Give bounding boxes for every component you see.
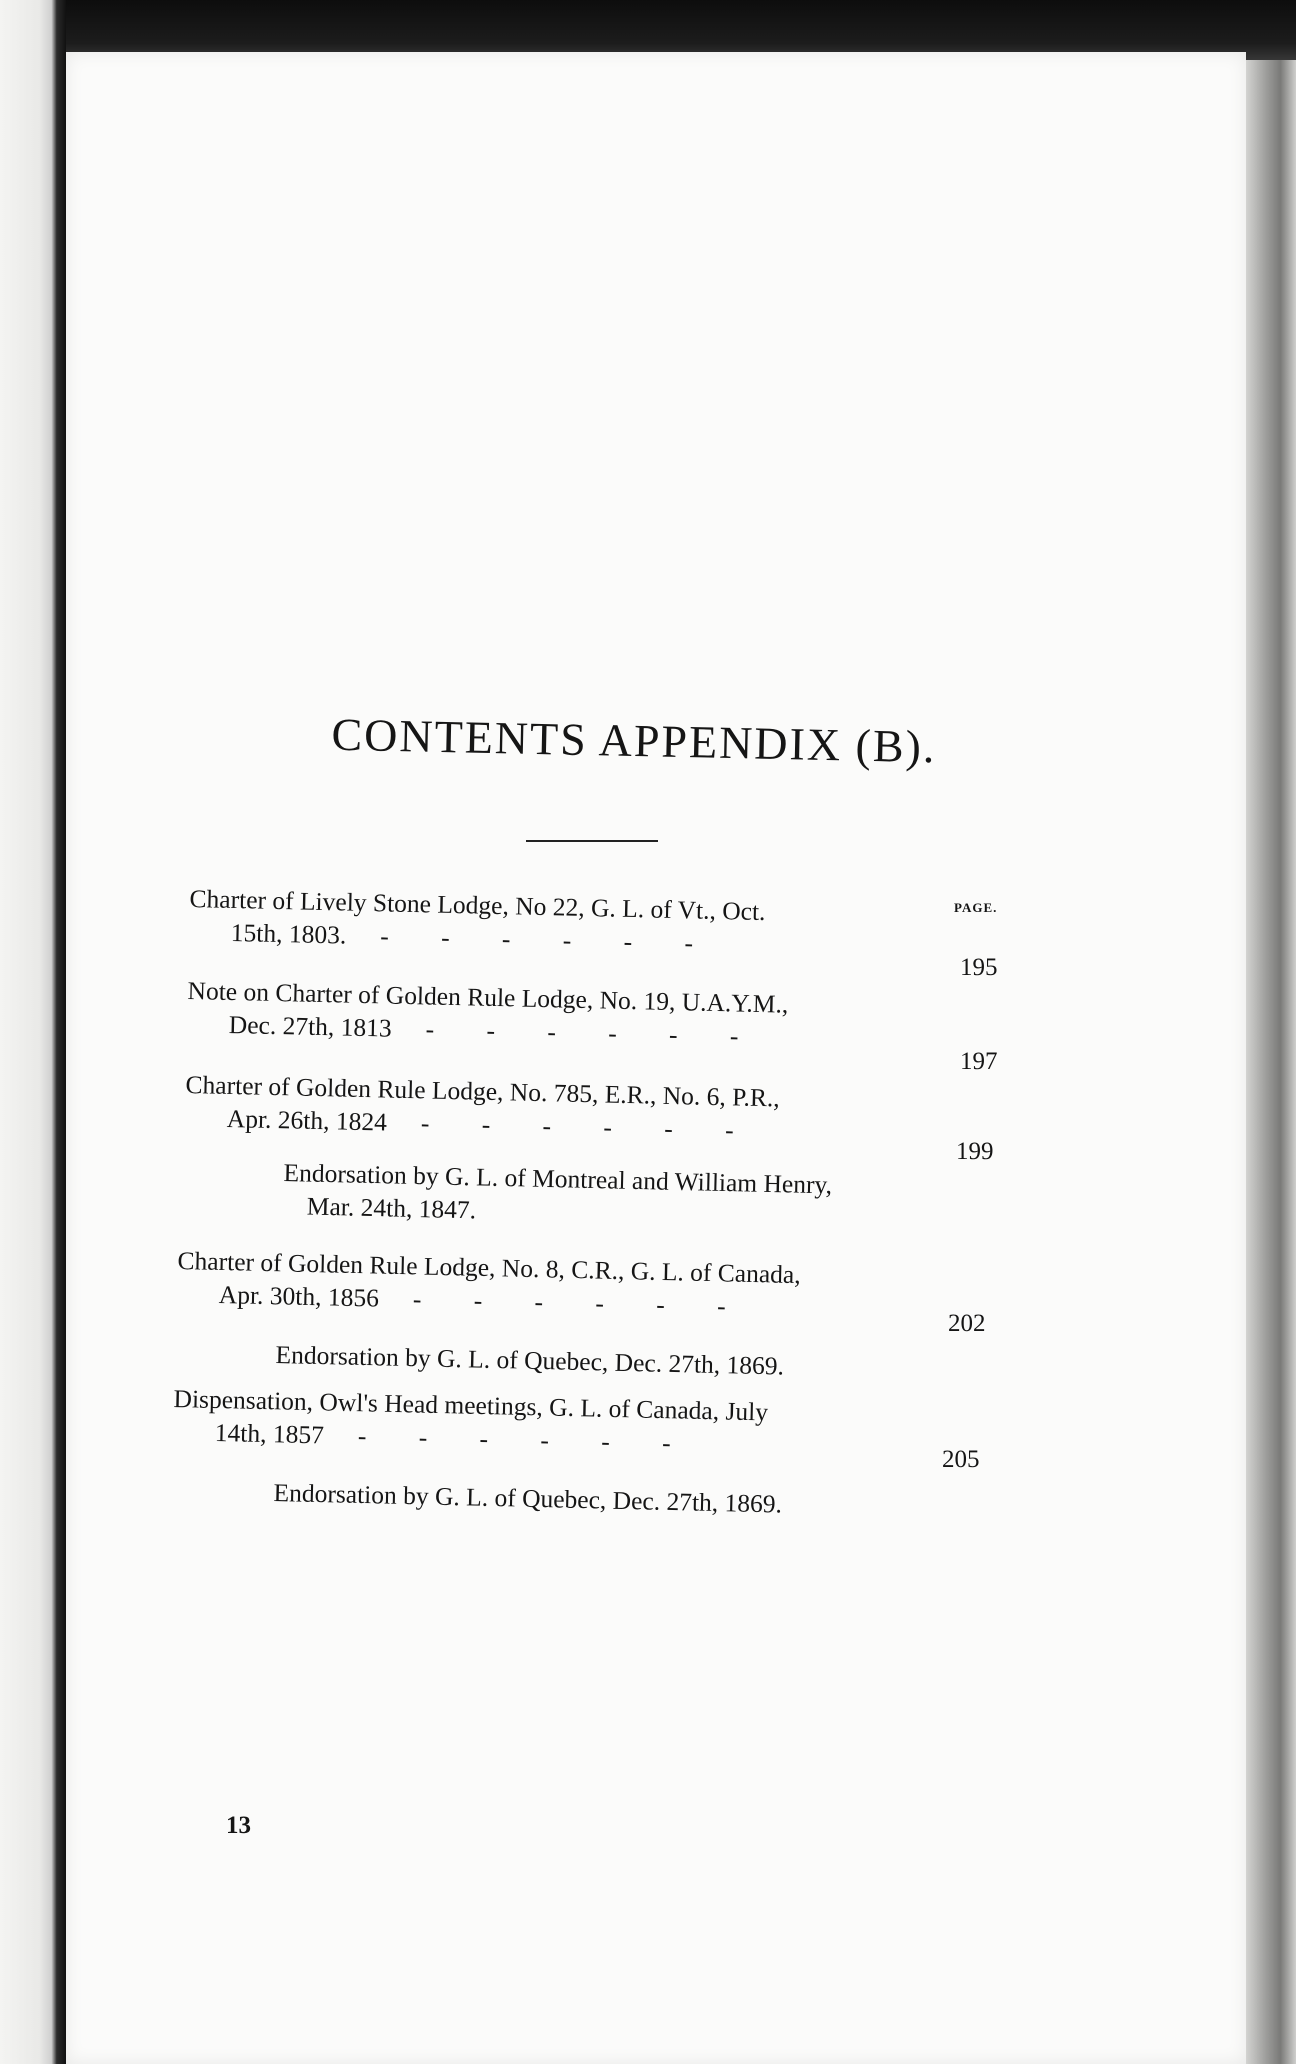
dot-leader: - - - - - - xyxy=(357,1421,671,1458)
page-number: 205 xyxy=(942,1446,980,1473)
toc-entry xyxy=(185,1068,946,1151)
entry-line: Dispensation, Owl's Head meetings, G. L. of Canada, July xyxy=(173,1383,769,1427)
folio-number: 13 xyxy=(226,1812,251,1839)
page-edge-stack xyxy=(1244,60,1296,2064)
entry-line: Endorsation by G. L. of Quebec, Dec. 27th, 1869. xyxy=(273,1477,783,1519)
entry-line: Note on Charter of Golden Rule Lodge, No. 19, U.A.Y.M., xyxy=(187,975,789,1019)
toc-entry xyxy=(177,1244,938,1327)
entry-date: Apr. 30th, 1856 xyxy=(218,1279,380,1313)
page-column-header: PAGE. xyxy=(954,900,998,915)
entry-line: Mar. 24th, 1847. xyxy=(306,1191,477,1225)
entry-date: Dec. 27th, 1813 xyxy=(228,1009,393,1043)
entry-line: Charter of Lively Stone Lodge, No 22, G. L. of Vt., Oct. xyxy=(189,883,766,927)
toc-entry xyxy=(187,974,948,1057)
toc-subentry xyxy=(275,1338,1036,1388)
entry-line: Endorsation by G. L. of Montreal and William Henry, xyxy=(283,1157,833,1200)
entry-date: 14th, 1857 xyxy=(214,1417,325,1450)
entry-line: Charter of Golden Rule Lodge, No. 8, C.R., G. L. of Canada, xyxy=(177,1245,802,1290)
document-page xyxy=(66,52,1246,2064)
page-number: 199 xyxy=(956,1138,994,1165)
contents-list xyxy=(66,52,1246,2064)
dot-leader: - - - - - - xyxy=(412,1284,726,1321)
toc-subentry xyxy=(283,1156,1044,1239)
page-number: 195 xyxy=(960,954,998,981)
entry-line: Endorsation by G. L. of Quebec, Dec. 27th, 1869. xyxy=(275,1339,785,1381)
toc-subentry xyxy=(273,1476,1034,1526)
dot-leader: - - - - - - xyxy=(420,1108,734,1145)
entry-date: Apr. 26th, 1824 xyxy=(226,1103,388,1137)
dot-leader: - - - - - - xyxy=(425,1014,739,1051)
entry-line: Charter of Golden Rule Lodge, No. 785, E.R., No. 6, P.R., xyxy=(185,1069,781,1113)
page-number: 202 xyxy=(948,1310,986,1337)
book-gutter xyxy=(0,0,66,2064)
page-title: CONTENTS APPENDIX (B). xyxy=(331,708,937,773)
toc-entry xyxy=(173,1382,934,1465)
page-number: 197 xyxy=(960,1048,998,1075)
entry-date: 15th, 1803. xyxy=(230,917,347,950)
toc-entry xyxy=(189,882,950,965)
dot-leader: - - - - - - xyxy=(379,921,694,958)
